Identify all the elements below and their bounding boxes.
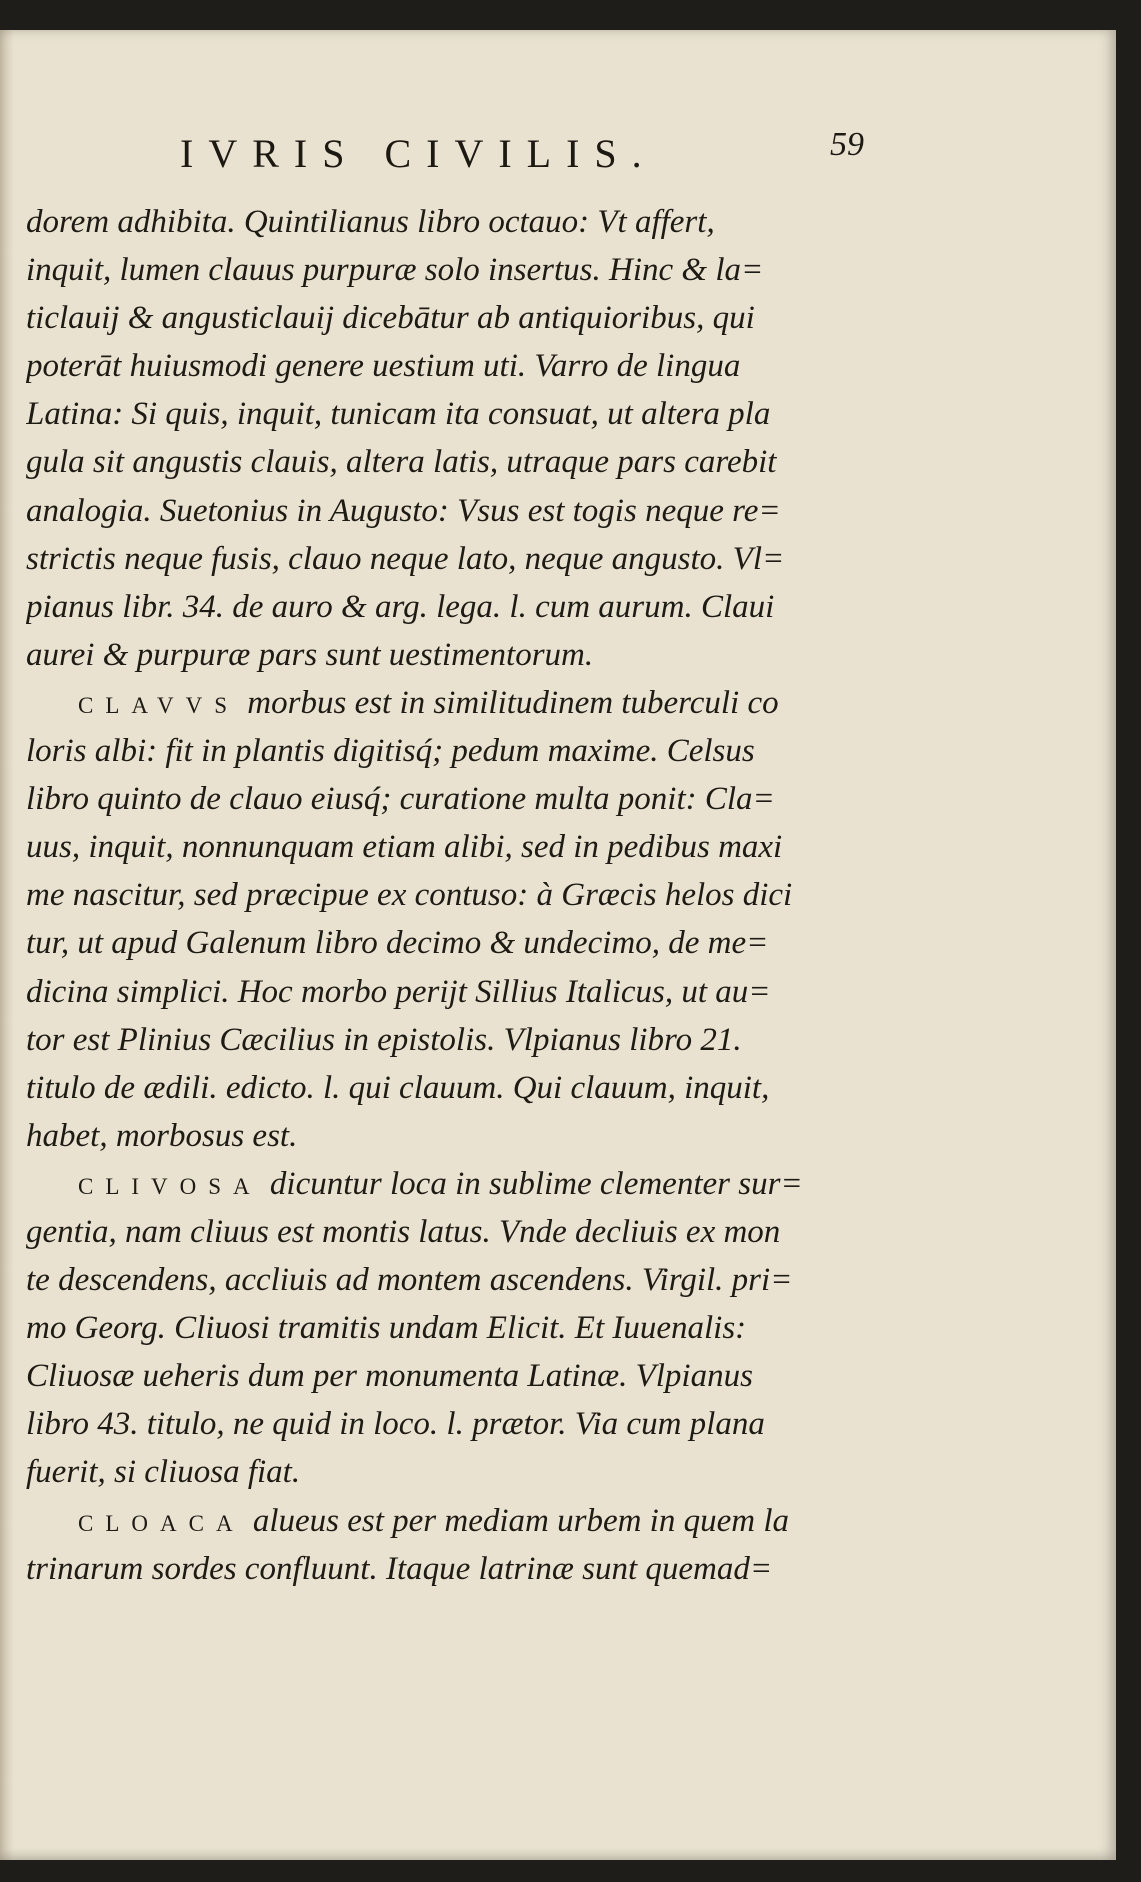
text-line: inquit, lumen clauus purpuræ solo insertus. Hinc & la= [26,252,764,289]
text-line: uus, inquit, nonnunquam etiam alibi, sed in pedibus maxi [26,829,783,866]
text-line: dicina simplici. Hoc morbo perijt Sillius Italicus, ut au= [26,973,771,1010]
text-line: analogia. Suetonius in Augusto: Vsus est togis neque re= [26,492,781,529]
text-line: Latina: Si quis, inquit, tunicam ita consuat, ut altera pla [26,396,771,433]
text-line: pianus libr. 34. de auro & arg. lega. l. cum aurum. Claui [26,588,775,625]
text-line: fuerit, si cliuosa fiat. [26,1454,301,1491]
entry-lemma: CLAVVS [78,692,240,718]
text-line: Cliuosæ ueheris dum per monumenta Latinæ. Vlpianus [26,1358,753,1395]
running-head: IVRIS CIVILIS. [180,131,657,176]
text-line: tor est Plinius Cæcilius in epistolis. Vlpianus libro 21. [26,1021,742,1058]
entry-clauus [26,679,866,1160]
text-line: alueus est per mediam urbem in quem la [244,1502,789,1539]
entry-first-line [26,679,866,727]
entry-first-line [26,1160,866,1208]
text-line: mo Georg. Cliuosi tramitis undam Elicit. Et Iuuenalis: [26,1310,747,1347]
text-line: dicuntur loca in sublime clementer sur= [261,1165,803,1202]
text-line: te descendens, accliuis ad montem ascendens. Virgil. pri= [26,1262,793,1299]
text-line: poterāt huiusmodi genere uestium uti. Varro de lingua [26,348,741,385]
page-number: 59 [830,126,864,163]
text-line: loris albi: fit in plantis digitisq́; pedum maxime. Celsus [26,733,755,770]
text-line: me nascitur, sed præcipue ex contuso: à Græcis helos dici [26,877,793,914]
entry-lemma: CLIVOSA [78,1173,262,1199]
text-line: habet, morbosus est. [26,1117,298,1154]
text-line: dorem adhibita. Quintilianus libro octauo: Vt affert, [26,204,715,240]
paragraph-clauus-continued [26,198,866,679]
text-line: libro quinto de clauo eiusq́; curatione multa ponit: Cla= [26,781,775,818]
text-line: aurei & purpuræ pars sunt uestimentorum. [26,636,594,673]
entry-cloaca [26,1497,866,1593]
text-line: libro 43. titulo, ne quid in loco. l. prætor. Via cum plana [26,1406,765,1443]
text-line: tur, ut apud Galenum libro decimo & undecimo, de me= [26,925,769,962]
entry-cliuosa [26,1160,866,1497]
text-line: ticlauij & angusticlauij dicebātur ab antiquioribus, qui [26,300,755,337]
entry-first-line [26,1497,866,1545]
text-line: gentia, nam cliuus est montis latus. Vnde decliuis ex mon [26,1213,781,1250]
page-header [0,122,1116,192]
text-line: morbus est in similitudinem tuberculi co [239,684,779,721]
text-line: trinarum sordes confluunt. Itaque latrinæ sunt quemad= [26,1550,773,1587]
text-block [26,198,866,1593]
text-line: gula sit angustis clauis, altera latis, utraque pars carebit [26,444,777,481]
text-line: titulo de ædili. edicto. l. qui clauum. Qui clauum, inquit, [26,1069,770,1106]
entry-lemma: CLOACA [78,1510,245,1536]
text-line: strictis neque fusis, clauo neque lato, neque angusto. Vl= [26,540,785,577]
book-page [0,30,1116,1860]
